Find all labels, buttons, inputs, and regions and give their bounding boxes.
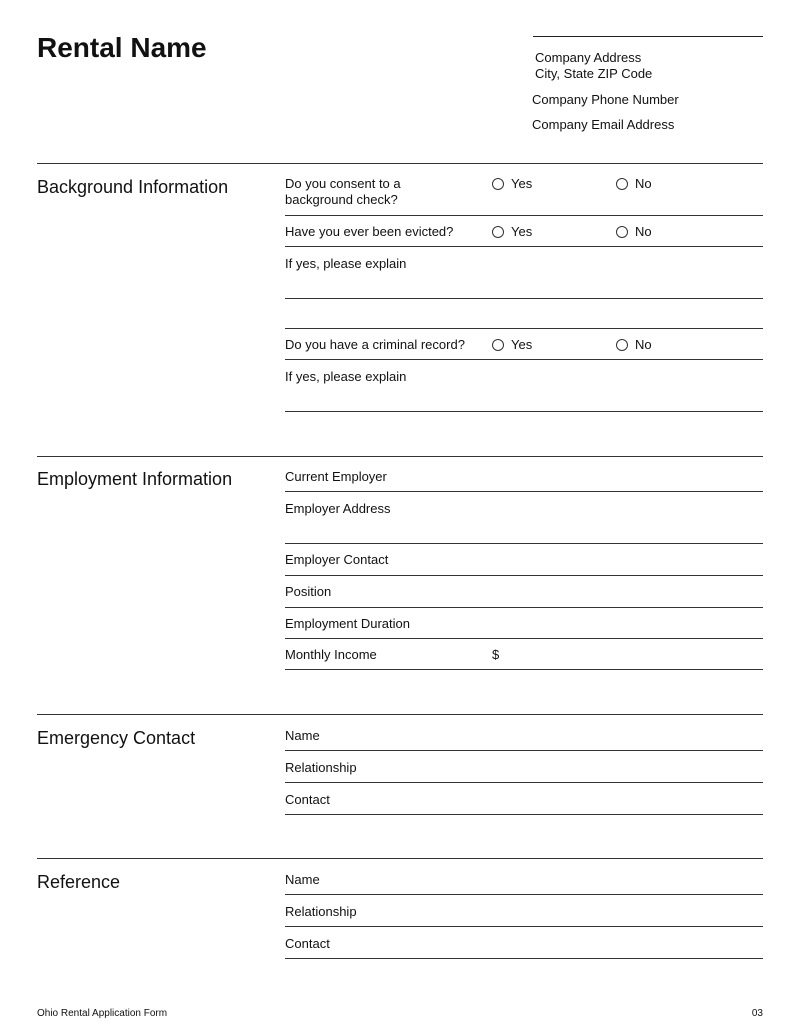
field-divider xyxy=(285,359,763,360)
employment-duration-label: Employment Duration xyxy=(285,616,410,631)
footer-page-number: 03 xyxy=(751,1008,763,1019)
position-label: Position xyxy=(285,584,332,599)
section-divider xyxy=(37,714,763,715)
field-divider xyxy=(285,411,763,412)
section-divider xyxy=(37,163,763,164)
field-divider xyxy=(285,750,763,751)
eviction-explain-label: If yes, please explain xyxy=(285,256,407,271)
section-divider xyxy=(37,858,763,859)
consent-question-line1: Do you consent to a xyxy=(285,176,401,191)
field-divider xyxy=(285,894,763,895)
employer-address-input[interactable] xyxy=(285,519,763,541)
section-title-background: Background Information xyxy=(37,177,229,197)
field-divider xyxy=(285,669,763,670)
company-top-rule xyxy=(533,36,763,37)
reference-relationship-label: Relationship xyxy=(285,904,357,919)
reference-name-label: Name xyxy=(285,872,320,887)
monthly-income-label: Monthly Income xyxy=(285,647,377,662)
evicted-question: Have you ever been evicted? xyxy=(285,224,454,239)
criminal-explain-label: If yes, please explain xyxy=(285,369,407,384)
consent-yes-label: Yes xyxy=(511,176,533,191)
field-divider xyxy=(285,543,763,544)
currency-symbol: $ xyxy=(492,647,500,662)
section-divider xyxy=(37,456,763,457)
company-phone: Company Phone Number xyxy=(532,92,679,107)
evicted-yes-label: Yes xyxy=(511,224,533,239)
field-divider xyxy=(285,607,763,608)
radio-icon[interactable] xyxy=(616,178,628,190)
eviction-explain-input-line2[interactable] xyxy=(285,302,763,326)
eviction-explain-input[interactable] xyxy=(285,275,763,297)
emergency-relationship-label: Relationship xyxy=(285,760,357,775)
consent-question-line2: background check? xyxy=(285,192,398,207)
field-divider xyxy=(285,491,763,492)
employer-contact-label: Employer Contact xyxy=(285,552,389,567)
criminal-question: Do you have a criminal record? xyxy=(285,337,465,352)
field-divider xyxy=(285,298,763,299)
radio-icon[interactable] xyxy=(616,339,628,351)
radio-icon[interactable] xyxy=(492,178,504,190)
employer-address-label: Employer Address xyxy=(285,501,391,516)
field-divider xyxy=(285,215,763,216)
consent-no-option[interactable] xyxy=(616,176,652,192)
section-title-employment: Employment Information xyxy=(37,469,233,489)
evicted-no-label: No xyxy=(635,224,652,239)
emergency-contact-label: Contact xyxy=(285,792,330,807)
field-divider xyxy=(285,814,763,815)
field-divider xyxy=(285,246,763,247)
radio-icon[interactable] xyxy=(492,226,504,238)
criminal-yes-label: Yes xyxy=(511,337,533,352)
field-divider xyxy=(285,926,763,927)
evicted-no-option[interactable] xyxy=(616,224,652,240)
footer-form-name: Ohio Rental Application Form xyxy=(37,1008,168,1019)
criminal-no-option[interactable] xyxy=(616,337,652,353)
radio-icon[interactable] xyxy=(492,339,504,351)
criminal-no-label: No xyxy=(635,337,652,352)
company-address: Company Address xyxy=(535,50,642,65)
emergency-name-label: Name xyxy=(285,728,320,743)
page-title: Rental Name xyxy=(37,32,207,63)
field-divider xyxy=(285,782,763,783)
field-divider xyxy=(285,328,763,329)
company-email: Company Email Address xyxy=(532,117,675,132)
field-divider xyxy=(285,575,763,576)
criminal-yes-option[interactable] xyxy=(492,337,532,353)
section-title-emergency: Emergency Contact xyxy=(37,728,196,748)
section-title-reference: Reference xyxy=(37,872,121,892)
field-divider xyxy=(285,958,763,959)
field-divider xyxy=(285,638,763,639)
company-city-state-zip: City, State ZIP Code xyxy=(535,66,653,81)
consent-yes-option[interactable] xyxy=(492,176,532,192)
criminal-explain-input[interactable] xyxy=(285,388,763,410)
current-employer-label: Current Employer xyxy=(285,469,387,484)
reference-contact-label: Contact xyxy=(285,936,330,951)
consent-no-label: No xyxy=(635,176,652,191)
evicted-yes-option[interactable] xyxy=(492,224,532,240)
radio-icon[interactable] xyxy=(616,226,628,238)
